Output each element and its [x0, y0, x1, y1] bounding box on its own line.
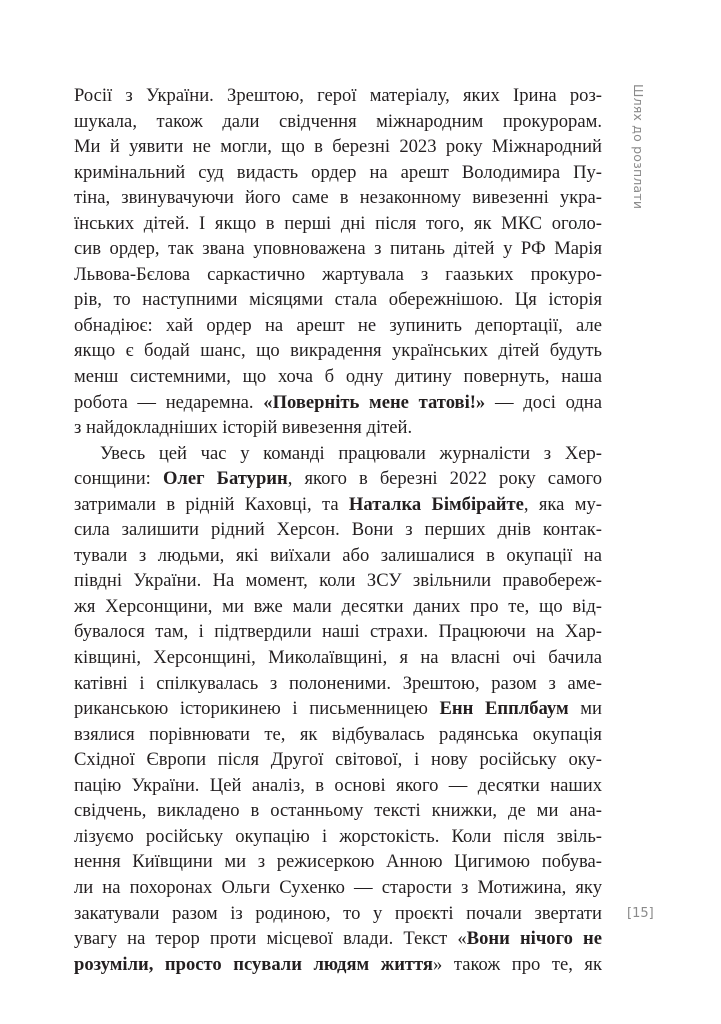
- text-line: [74, 645, 602, 671]
- text-line: [74, 517, 602, 543]
- text-run: тіна, звинувачуючи його саме в незаконному вивезенні укра-: [74, 187, 602, 209]
- text-line: [74, 466, 602, 492]
- text-run: Увесь цей час у команді працювали журналісти з Хер-: [100, 442, 602, 464]
- text-run: сив ордер, так звана уповноважена з питань дітей у РФ Марія: [74, 238, 602, 260]
- text-line: [74, 875, 602, 901]
- text-run: , якого в березні 2022 року самого: [287, 468, 602, 490]
- text-run: риканською історикинею і письменницею: [74, 698, 440, 720]
- text-run: сила залишити рідний Херсон. Вони з перших днів контак-: [74, 519, 602, 541]
- text-line: [74, 185, 602, 211]
- text-run: Східної Європи після Другої світової, і нову російську оку-: [74, 749, 602, 771]
- text-run: ли на похоронах Ольги Сухенко — старости з Мотижина, яку: [74, 876, 602, 898]
- text-line: [74, 568, 602, 594]
- text-run: Львова-Бєлова саркастично жартувала з гаазьких прокуро-: [74, 263, 602, 285]
- running-header: Шлях до розплати: [631, 84, 646, 210]
- text-line: [74, 211, 602, 237]
- text-run: катівні і спілкувалась з полоненими. Зрештою, разом з аме-: [74, 672, 602, 694]
- text-line: [74, 364, 602, 390]
- text-line: [74, 952, 602, 978]
- text-line: [74, 236, 602, 262]
- text-line: [74, 492, 602, 518]
- paragraph: [74, 83, 602, 441]
- text-run: тували з людьми, які виїхали або залишалися в окупації на: [74, 544, 602, 566]
- bold-title-text: Вони нічого не: [466, 928, 602, 950]
- text-run: свідчень, викладено в останньому тексті книжки, де ми ана-: [74, 800, 602, 822]
- text-line: [74, 696, 602, 722]
- text-run: увагу на терор проти місцевої влади. Текст «: [74, 928, 467, 950]
- text-run: кримінальний суд видасть ордер на арешт Володимира Пу-: [74, 161, 602, 183]
- text-line: [74, 441, 602, 467]
- bold-title-text: «Поверніть мене татові!»: [263, 391, 486, 413]
- bold-title-text: розуміли, просто псували людям життя: [74, 953, 433, 975]
- text-run: шукала, також дали свідчення міжнародним прокурорам.: [74, 110, 602, 132]
- text-run: закатували разом із родиною, то у проєкті почали звертати: [74, 902, 602, 924]
- text-line: [74, 262, 602, 288]
- text-run: лізуємо російську окупацію і жорстокість. Коли після звіль-: [74, 825, 602, 847]
- text-run: Росії з України. Зрештою, герої матеріалу, яких Ірина роз-: [74, 85, 602, 106]
- text-line: [74, 926, 602, 952]
- text-line: [74, 798, 602, 824]
- paragraph: [74, 441, 602, 977]
- text-run: ківщині, Херсонщині, Миколаївщині, я на власні очі бачила: [74, 647, 602, 669]
- text-run: жя Херсонщини, ми вже мали десятки даних про те, що від-: [74, 595, 602, 617]
- bold-title-text: Наталка Бімбірайте: [348, 493, 524, 515]
- page-number: [15]: [627, 906, 654, 921]
- text-run: пацію України. Цей аналіз, в основі якого — десятки наших: [74, 774, 602, 796]
- text-run: з найдокладніших історій вивезення дітей.: [74, 417, 413, 439]
- text-line: [74, 83, 602, 109]
- text-line: [74, 313, 602, 339]
- text-line: [74, 109, 602, 135]
- text-run: Ми й уявити не могли, що в березні 2023 року Міжнародний: [74, 136, 602, 158]
- text-line: [74, 824, 602, 850]
- text-run: , яка му-: [523, 493, 602, 515]
- text-run: обнадіює: хай ордер на арешт не зупинить депортації, але: [74, 314, 602, 336]
- text-line: [74, 134, 602, 160]
- text-run: ми: [568, 698, 602, 720]
- text-line: [74, 594, 602, 620]
- text-run: сонщини:: [74, 468, 163, 490]
- text-run: » також про те, як: [433, 953, 602, 975]
- text-line: [74, 390, 602, 416]
- text-run: їнських дітей. І якщо в перші дні після того, як МКС оголо-: [74, 212, 602, 234]
- text-run: рів, то наступними місяцями стала обережнішою. Ця історія: [74, 289, 602, 311]
- text-line: [74, 747, 602, 773]
- text-line: [74, 722, 602, 748]
- bold-title-text: Олег Батурин: [162, 468, 288, 490]
- text-run: менш системними, що хоча б одну дитину повернуть, наша: [74, 366, 602, 388]
- text-line: [74, 160, 602, 186]
- text-line: [74, 619, 602, 645]
- text-run: — досі одна: [485, 391, 602, 413]
- text-run: затримали в рідній Каховці, та: [74, 493, 349, 515]
- bold-title-text: Енн Епплбаум: [439, 698, 569, 720]
- text-run: взялися порівнювати те, як відбувалась радянська окупація: [74, 723, 602, 745]
- text-line: [74, 338, 602, 364]
- text-run: якщо є бодай шанс, що викрадення українських дітей будуть: [74, 340, 602, 362]
- text-line: [74, 849, 602, 875]
- text-run: бувалося там, і підтвердили наші страхи. Працюючи на Хар-: [74, 621, 602, 643]
- text-line: [74, 901, 602, 927]
- text-run: робота — недаремна.: [74, 391, 264, 413]
- text-line: [74, 773, 602, 799]
- text-run: півдні України. На момент, коли ЗСУ звільнили правобереж-: [74, 570, 602, 592]
- text-line: [74, 671, 602, 697]
- text-line: [74, 415, 602, 441]
- text-line: [74, 543, 602, 569]
- text-run: нення Київщини ми з режисеркою Анною Цигимою побува-: [74, 851, 602, 873]
- body-text: [74, 83, 602, 977]
- text-line: [74, 287, 602, 313]
